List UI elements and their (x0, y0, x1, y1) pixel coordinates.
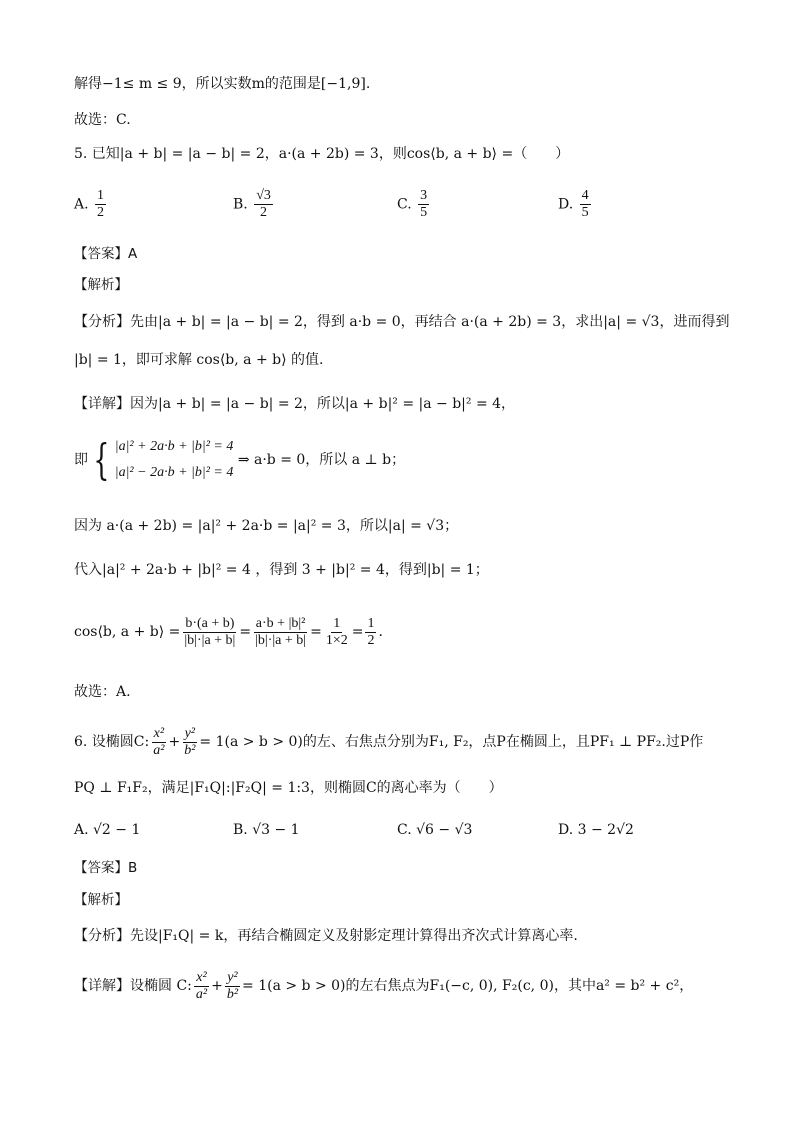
q6-option-b: B. √3 − 1 (233, 822, 300, 838)
q6-answer: 【答案】B (74, 860, 138, 876)
q4-result-line: 解得−1≤ m ≤ 9，所以实数m的范围是[−1,9]. (74, 76, 371, 92)
q6-option-a: A. √2 − 1 (74, 822, 141, 838)
q6-analysis: 【分析】先设|F₁Q| = k，再结合椭圆定义及射影定理计算得出齐次式计算离心率. (74, 928, 578, 944)
system-eq-2: |a|² − 2a·b + |b|² = 4 (114, 465, 234, 480)
q5-analysis-heading: 【解析】 (74, 277, 128, 293)
q5-option-a: A. $\frac{1}{2}$ (74, 188, 105, 220)
q5-analysis: 【分析】先由|a + b| = |a − b| = 2，得到 a·b = 0，再结合 a·(a + 2b) = 3，求出|a| = √3，进而得到 (74, 314, 730, 330)
q5-option-c: C. $\frac{3}{5}$ (397, 188, 428, 220)
cos-lhs: cos⟨b, a + b⟩ = (74, 624, 181, 640)
q4-choice: 故选：C. (74, 112, 131, 128)
system-result: ⇒ a·b = 0，所以 a ⊥ b； (237, 452, 406, 468)
q5-option-d: D. $\frac{4}{5}$ (558, 188, 589, 220)
q6-option-c: C. √6 − √3 (397, 822, 473, 838)
q5-cosine-formula: cos⟨b, a + b⟩ = $\frac{b\cdot(a + b)}{|b|\cdot|a + b|}$ = $\frac{\text{a·b + |b|²}}{|b|\cdot|a + b|}$ = $\frac{1}{1\times 2}$ = $\frac{1}{2}$ . (74, 615, 383, 648)
q5-stem: 5. 已知|a + b| = |a − b| = 2，a·(a + 2b) = 3，则cos⟨b, a + b⟩ =（ ） (74, 146, 570, 162)
q6-option-d: D. 3 − 2√2 (558, 822, 634, 838)
q5-detail-3: 因为 a·(a + 2b) = |a|² + 2a·b = |a|² = 3，所以|a| = √3； (74, 518, 459, 534)
q5-answer: 【答案】A (74, 246, 138, 262)
q5-detail-4: 代入|a|² + 2a·b + |b|² = 4 ，得到 3 + |b|² = 4，得到|b| = 1； (74, 562, 489, 578)
brace-icon: { (93, 435, 110, 484)
q5-option-b: B. $\frac{√3}{2}$ (233, 188, 271, 220)
q6-analysis-heading: 【解析】 (74, 892, 128, 908)
q6-detail: 【详解】设椭圆 C: $\frac{\text{x²}}{\text{a²}}$ + $\frac{\text{y²}}{\text{b²}}$ = 1(a > b > 0)的左右焦点为F₁(−c, 0), F₂(c, 0)，其中a² = b² + c²， (74, 969, 694, 1002)
q6-stem-2: PQ ⊥ F₁F₂，满足|F₁Q|:|F₂Q| = 1:3，则椭圆C的离心率为（ ） (74, 780, 503, 796)
system-eq-1: |a|² + 2a·b + |b|² = 4 (114, 439, 234, 454)
system-prefix: 即 (74, 452, 88, 468)
q5-analysis-cont: |b| = 1，即可求解 cos⟨b, a + b⟩ 的值. (74, 352, 324, 368)
q6-stem-1: 6. 设椭圆C: $\frac{\text{x²}}{\text{a²}}$ + $\frac{\text{y²}}{\text{b²}}$ = 1(a > b > 0)的左、右焦点分别为F₁, F₂，点P在椭圆上，且PF₁ ⊥ PF₂.过P作 (74, 725, 704, 758)
q5-choice: 故选：A. (74, 684, 131, 700)
q5-system (74, 434, 734, 498)
q5-detail-1: 【详解】因为|a + b| = |a − b| = 2，所以|a + b|² = |a − b|² = 4， (74, 396, 516, 412)
